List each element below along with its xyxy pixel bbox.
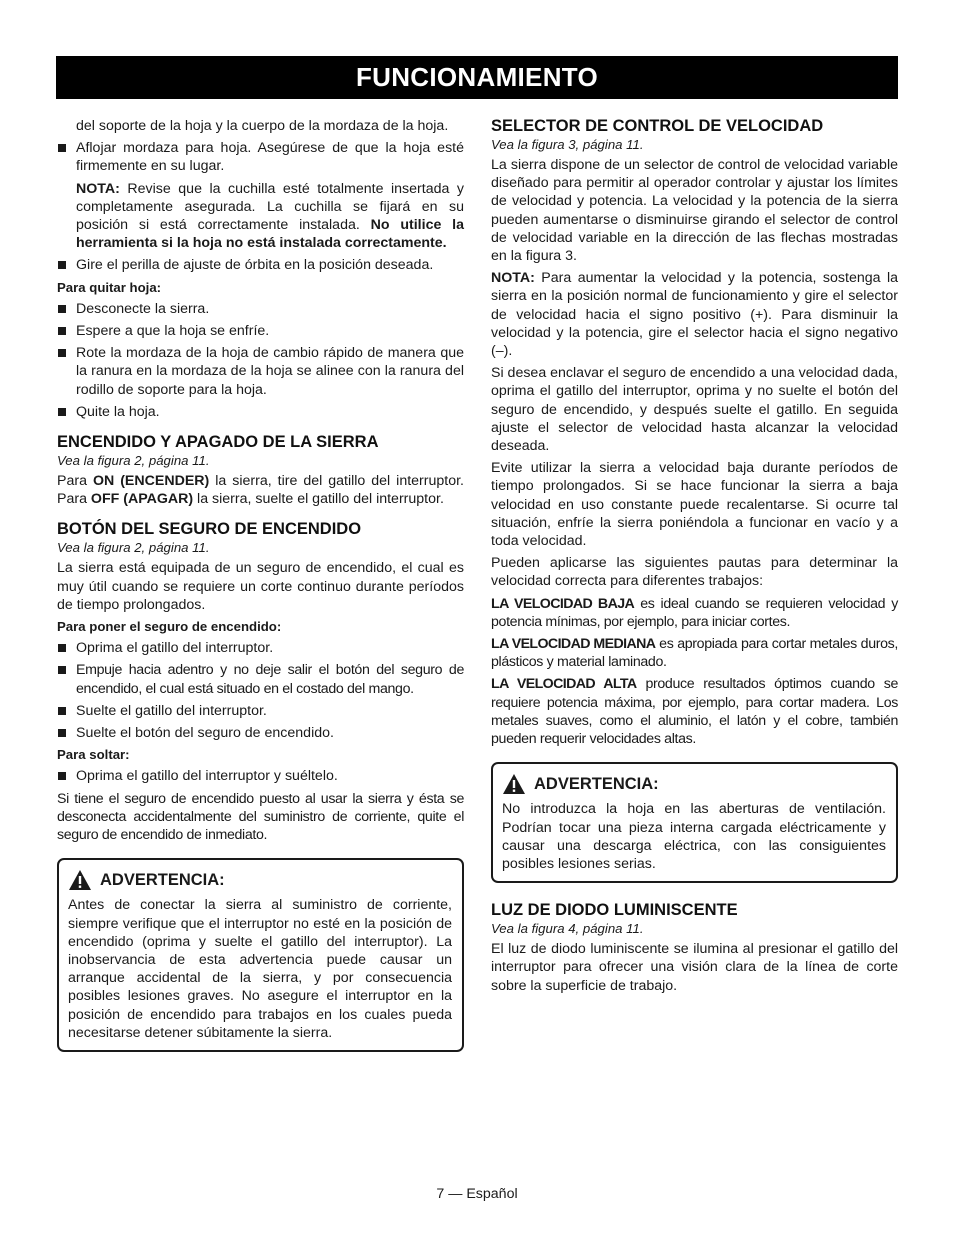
onoff-text-1: Para [57,473,93,490]
warning-text: No introduzca la hoja en las aberturas de ventilación. Podrían tocar una pieza interna cargada eléctricamente y causar una descarga eléctrica, con las consiguientes posibles lesiones serias. [502,801,886,872]
onoff-text-2: la sierra, tire del gatillo del interruptor. Para [57,473,465,508]
page-footer: 7 — Español [436,1186,518,1202]
list-item: Espere a que la hoja se enfríe. [57,322,464,340]
onoff-text [57,472,464,508]
list-item: Oprima el gatillo del interruptor y suéltelo. [57,767,464,785]
list-item: Quite la hoja. [57,403,464,421]
led-text: El luz de diodo luminiscente se ilumina al presionar el gatillo del interruptor para ofrecer una visión clara de la línea de corte sobre la superficie de trabajo. [491,941,898,994]
warning-box [491,762,898,883]
page-title: FUNCIONAMIENTO [56,56,898,99]
list-item: Rote la mordaza de la hoja de cambio rápido de manera que la ranura en la mordaza de la hoja se alinee con la ranura del rodillo de soporte para la hoja. [57,344,464,399]
speed-note [491,269,898,360]
right-column [491,117,898,999]
speed-low-text: es ideal cuando se requieren velocidad y potencia mínimas, por ejemplo, para iniciar cortes. [491,595,899,630]
onoff-on-label: ON (ENCENDER) [92,473,210,490]
note-text: Para aumentar la velocidad y la potencia, sostenga la sierra en la posición normal de funcionamiento y gire el selector de velocidad hacia el signo positivo (+). Para disminuir la velocidad y la potencia, gire el selector hacia el signo negativo (–). [491,270,898,360]
lockon-set-title: Para poner el seguro de encendido: [57,619,282,635]
list-item: Suelte el gatillo del interruptor. [57,702,464,720]
lockon-intro: La sierra está equipada de un seguro de encendido, el cual es muy útil cuando se requiere un corte continuo durante períodos de tiempo prolongados. [57,560,464,613]
warning-box [57,858,464,1052]
figure-reference: Vea la figura 3, página 11. [491,137,644,152]
figure-reference: Vea la figura 4, página 11. [491,921,644,937]
warning-triangle-icon [68,869,92,891]
section-heading-led: LUZ DE DIODO LUMINISCENTE [491,901,738,920]
section-heading-onoff: ENCENDIDO Y APAGADO DE LA SIERRA [57,433,379,452]
remove-blade-title: Para quitar hoja: [57,279,162,295]
note-bold-text: No utilice la herramienta si la hoja no está instalada correctamente. [76,217,464,252]
warning-text: Antes de conectar la sierra al suministro de corriente, siempre verifique que el interruptor no esté en la posición de encendido (oprima y suelte el gatillo del interruptor). La inobservancia de esta advertencia puede causar un arranque accidental de la sierra, y por consecuencia posibles lesiones graves. No asegure el interruptor en la posición de encendido para trabajos en los cuales pueda necesitarse detener súbitamente la sierra. [68,897,452,1041]
speed-p3: Si desea enclavar el seguro de encendido a una velocidad dada, oprima el gatillo del interruptor, oprima y no suelte el botón del seguro de encendido, y después suelte el gatillo. En seguida ajuste el selector de velocidad hasta alcanzar la velocidad deseada. [491,365,899,455]
bullet-orbit: Gire el perilla de ajuste de órbita en la posición deseada. [57,256,464,274]
warning-title: ADVERTENCIA: [534,775,659,794]
speed-mid-text: es apropiada para cortar metales duros, plásticos y material laminado. [491,636,898,671]
lockon-after: Si tiene el seguro de encendido puesto al usar la sierra y ésta se desconecta accidentalmente del suministro de corriente, quite el seguro de encendido de inmediato. [57,790,464,844]
list-item: Desconecte la sierra. [57,300,464,318]
section-heading-speed: SELECTOR DE CONTROL DE VELOCIDAD [491,117,824,135]
bullet-loosen-clamp: Aflojar mordaza para hoja. Asegúrese de que la hoja esté firmemente en su lugar. [57,139,464,175]
figure-reference: Vea la figura 2, página 11. [57,540,210,556]
warning-triangle-icon [502,773,526,795]
speed-high-text: produce resultados óptimos cuando se requiere potencia máxima, por ejemplo, para cortar madera. Los metales suaves, como el aluminio, el latón y el cobre, también pueden requerir velocidades altas. [491,676,899,748]
speed-high [491,675,898,748]
list-item: Suelte el botón del seguro de encendido. [57,724,464,742]
section-heading-lockon: BOTÓN DEL SEGURO DE ENCENDIDO [57,520,362,539]
lockon-release-title: Para soltar: [57,747,130,763]
figure-reference: Vea la figura 2, página 11. [57,453,210,469]
list-item: Empuje hacia adentro y no deje salir el botón del seguro de encendido, el cual está situado en el costado del mango. [57,661,464,697]
left-column [57,117,464,1052]
speed-p5: Pueden aplicarse las siguientes pautas para determinar la velocidad correcta para diferentes trabajos: [491,555,898,590]
warning-title-row [68,869,452,891]
speed-low [491,595,898,631]
onoff-text-3: la sierra, suelte el gatillo del interruptor. [193,491,444,508]
speed-low-label: LA VELOCIDAD BAJA [491,595,635,612]
warning-title-row [502,773,886,795]
warning-title: ADVERTENCIA: [100,871,225,890]
list-item: Oprima el gatillo del interruptor. [57,639,464,657]
continued-text: del soporte de la hoja y la cuerpo de la mordaza de la hoja. [76,118,449,134]
note-text: Revise que la cuchilla esté totalmente insertada y completamente asegurada. La cuchilla se fijará en su posición si está correctamente instalada. [76,180,464,234]
speed-high-label: LA VELOCIDAD ALTA [491,676,637,693]
speed-p4: Evite utilizar la sierra a velocidad baja durante períodos de tiempo prolongados. Si se hace funcionar la sierra a baja velocidad en uso constante puede recalentarse. Si ocurre tal situación, enfríe la sierra poniéndola a funcionar en vacío y a toda velocidad. [491,460,898,550]
speed-mid-label: LA VELOCIDAD MEDIANA [491,636,656,653]
note-label: NOTA: [491,270,535,287]
note-blade [57,180,464,253]
note-label: NOTA: [76,180,120,197]
onoff-off-label: OFF (APAGAR) [90,491,194,508]
speed-p1: La sierra dispone de un selector de control de velocidad variable diseñado para permitir al operador controlar y ajustar los límites de velocidad y potencia. La velocidad y la potencia de la sierra pueden aumentarse o disminuirse girando el selector de control de velocidad variable en la dirección de las flechas mostradas en la figura 3. [491,157,898,265]
speed-mid [491,635,898,671]
